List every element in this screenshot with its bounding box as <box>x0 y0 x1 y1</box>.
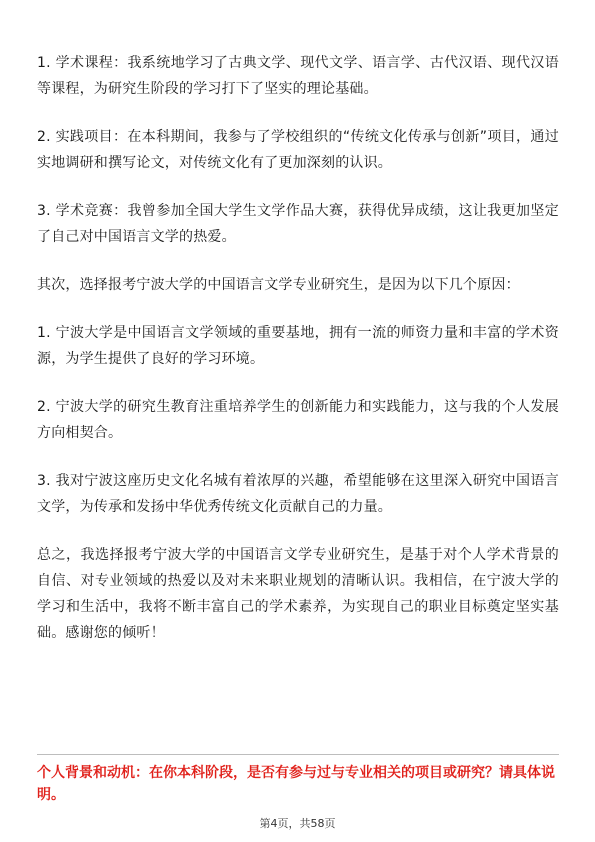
section-divider <box>37 754 559 755</box>
paragraph-academic-competition: 3. 学术竞赛：我曾参加全国大学生文学作品大赛，获得优异成绩，这让我更加坚定了自己对中国语言文学的热爱。 <box>37 203 559 245</box>
interview-question: 个人背景和动机：在你本科阶段，是否有参与过与专业相关的项目或研究？请具体说明。 <box>37 765 555 803</box>
page-number-footer: 第4页，共58页 <box>259 817 336 830</box>
body-text <box>37 50 559 668</box>
paragraph-conclusion: 总之，我选择报考宁波大学的中国语言文学专业研究生，是基于对个人学术背景的自信、对专业领域的热爱以及对未来职业规划的清晰认识。我相信，在宁波大学的学习和生活中，我将不断丰富自己的学术素养，为实现自己的职业目标奠定坚实基础。感谢您的倾听！ <box>37 547 559 641</box>
paragraph-reasons-intro: 其次，选择报考宁波大学的中国语言文学专业研究生，是因为以下几个原因： <box>37 277 520 293</box>
paragraph-reason-1: 1. 宁波大学是中国语言文学领域的重要基地，拥有一流的师资力量和丰富的学术资源，为学生提供了良好的学习环境。 <box>37 325 559 367</box>
paragraph-practice-project: 2. 实践项目：在本科期间，我参与了学校组织的“传统文化传承与创新”项目，通过实地调研和撰写论文，对传统文化有了更加深刻的认识。 <box>37 129 559 171</box>
paragraph-reason-3: 3. 我对宁波这座历史文化名城有着浓厚的兴趣，希望能够在这里深入研究中国语言文学，为传承和发扬中华优秀传统文化贡献自己的力量。 <box>37 473 559 515</box>
paragraph-academic-courses: 1. 学术课程：我系统地学习了古典文学、现代文学、语言学、古代汉语、现代汉语等课程，为研究生阶段的学习打下了坚实的理论基础。 <box>37 55 559 97</box>
paragraph-reason-2: 2. 宁波大学的研究生教育注重培养学生的创新能力和实践能力，这与我的个人发展方向相契合。 <box>37 399 559 441</box>
